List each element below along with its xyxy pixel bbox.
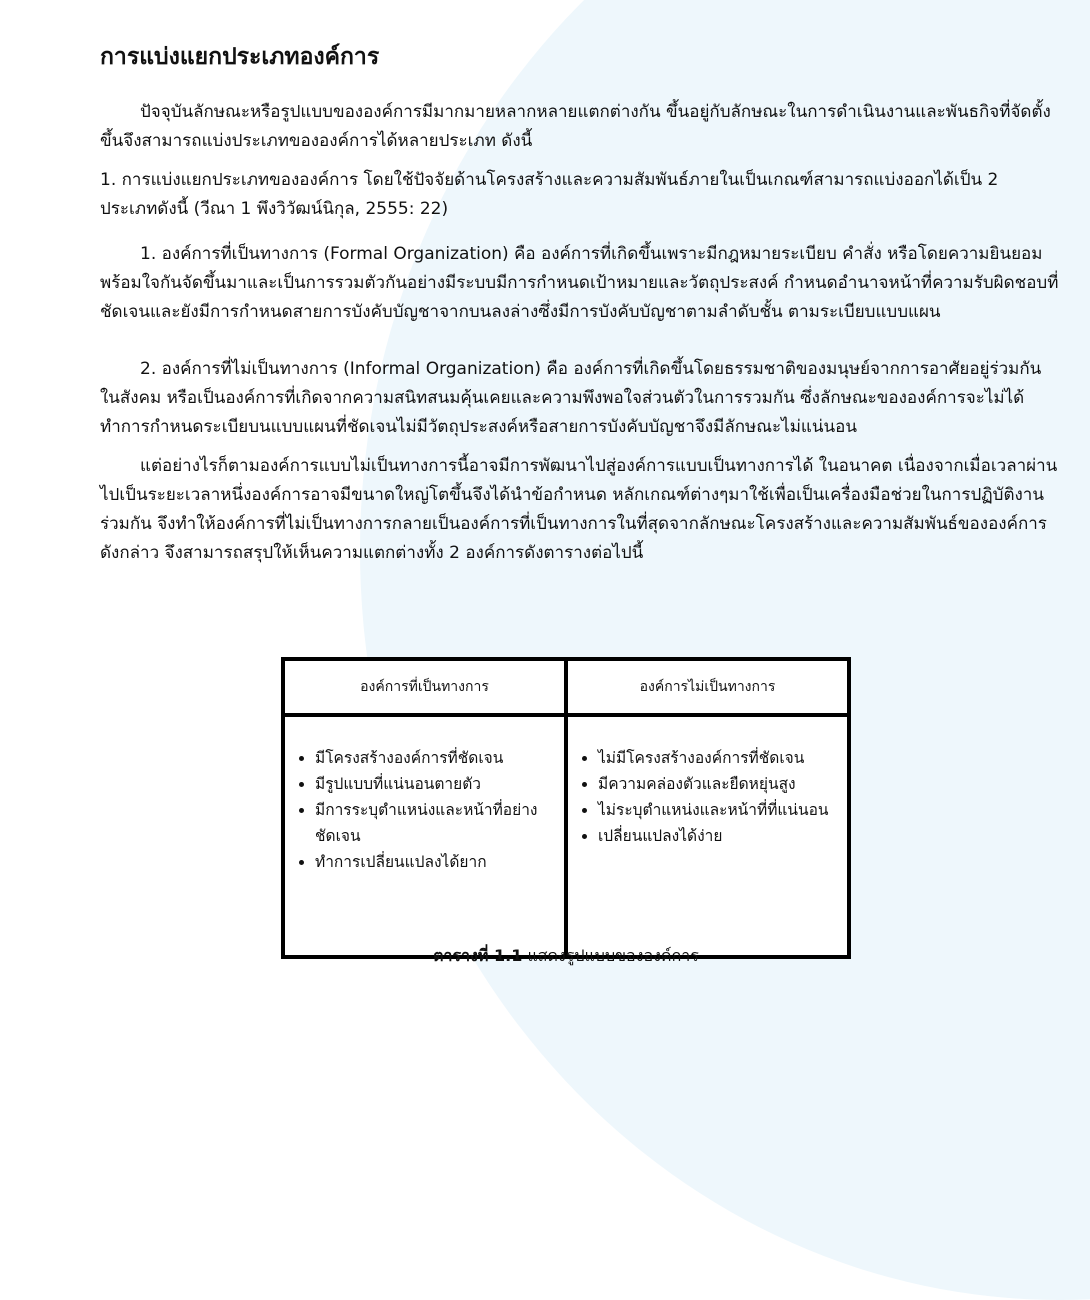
header-informal: องค์การไม่เป็นทางการ [566, 659, 849, 715]
cell-formal [283, 715, 566, 957]
list-item: • ไม่ระบุตำแหน่งและหน้าที่ที่แน่นอน [598, 797, 837, 823]
table-header-row [283, 659, 849, 715]
document-page [100, 40, 1060, 568]
page-title: การแบ่งแยกประเภทองค์การ [100, 44, 380, 70]
list-item: • เปลี่ยนแปลงได้ง่าย [598, 823, 837, 849]
caption-label: ตารางที่ 1.1 [433, 946, 523, 965]
table-caption [281, 944, 851, 969]
caption-text: แสดงรูปแบบขององค์การ [522, 946, 699, 965]
paragraph-classification: 1. การแบ่งแยกประเภทขององค์การ โดยใช้ปัจจัยด้านโครงสร้างและความสัมพันธ์ภายในเป็นเกณฑ์สามารถแบ่งออกได้เป็น 2 ประเภทดังนี้ (วีณา 1 พึงวิวัฒน์นิกุล, 2555: 22) [100, 170, 999, 219]
paragraph-summary: แต่อย่างไรก็ตามองค์การแบบไม่เป็นทางการนี้อาจมีการพัฒนาไปสู่องค์การแบบเป็นทางการได้ ในอนาคต เนื่องจากเมื่อเวลาผ่านไปเป็นระยะเวลาหนึ่งองค์การอาจมีขนาดใหญ่โตขึ้นจึงได้นำข้อกำหนด หลักเกณฑ์ต่างๆมาใช้เพื่อเป็นเครื่องมือช่วยในการปฏิบัติงานร่วมกัน จึงทำให้องค์การที่ไม่เป็นทางการกลายเป็นองค์การที่เป็นทางการในที่สุดจากลักษณะโครงสร้างและความสัมพันธ์ขององค์การดังกล่าว จึงสามารถสรุปให้เห็นความแตกต่างทั้ง 2 องค์การดังตารางต่อไปนี้ [100, 456, 1058, 563]
comparison-table [281, 657, 851, 959]
informal-list [578, 745, 837, 849]
formal-list [295, 745, 554, 875]
list-item: • มีความคล่องตัวและยืดหยุ่นสูง [598, 771, 837, 797]
list-item: • ทำการเปลี่ยนแปลงได้ยาก [315, 849, 554, 875]
paragraph-formal: 1. องค์การที่เป็นทางการ (Formal Organization) คือ องค์การที่เกิดขึ้นเพราะมีกฎหมายระเบียบ คำสั่ง หรือโดยความยินยอมพร้อมใจกันจัดขึ้นมาและเป็นการรวมตัวกันอย่างมีระบบมีการกำหนดเป้าหมายและวัตถุประสงค์ กำหนดอำนาจหน้าที่ความรับผิดชอบที่ชัดเจนและยังมีการกำหนดสายการบังคับบัญชาจากบนลงล่างซึ่งมีการบังคับบัญชาตามลำดับชั้น ตามระเบียบแบบแผน [100, 244, 1059, 322]
list-item: • มีรูปแบบที่แน่นอนตายตัว [315, 771, 554, 797]
header-formal: องค์การที่เป็นทางการ [283, 659, 566, 715]
list-item: • มีโครงสร้างองค์การที่ชัดเจน [315, 745, 554, 771]
intro-paragraph: ปัจจุบันลักษณะหรือรูปแบบขององค์การมีมากมายหลากหลายแตกต่างกัน ขึ้นอยู่กับลักษณะในการดำเนินงานและพันธกิจที่จัดตั้งขึ้นจึงสามารถแบ่งประเภทขององค์การได้หลายประเภท ดังนี้ [100, 102, 1051, 151]
table-row [283, 715, 849, 957]
paragraph-informal: 2. องค์การที่ไม่เป็นทางการ (Informal Organization) คือ องค์การที่เกิดขึ้นโดยธรรมชาติของมนุษย์จากการอาศัยอยู่ร่วมกันในสังคม หรือเป็นองค์การที่เกิดจากความสนิทสนมคุ้นเคยและความพึงพอใจส่วนตัวในการรวมกัน ซึ่งลักษณะขององค์การจะไม่ได้ทำการกำหนดระเบียบนแบบแผนที่ชัดเจนไม่มีวัตถุประสงค์หรือสายการบังคับบัญชาจึงมีลักษณะไม่แน่นอน [100, 359, 1042, 437]
cell-informal [566, 715, 849, 957]
list-item: • ไม่มีโครงสร้างองค์การที่ชัดเจน [598, 745, 837, 771]
list-item: • มีการระบุตำแหน่งและหน้าที่อย่างชัดเจน [315, 797, 554, 849]
